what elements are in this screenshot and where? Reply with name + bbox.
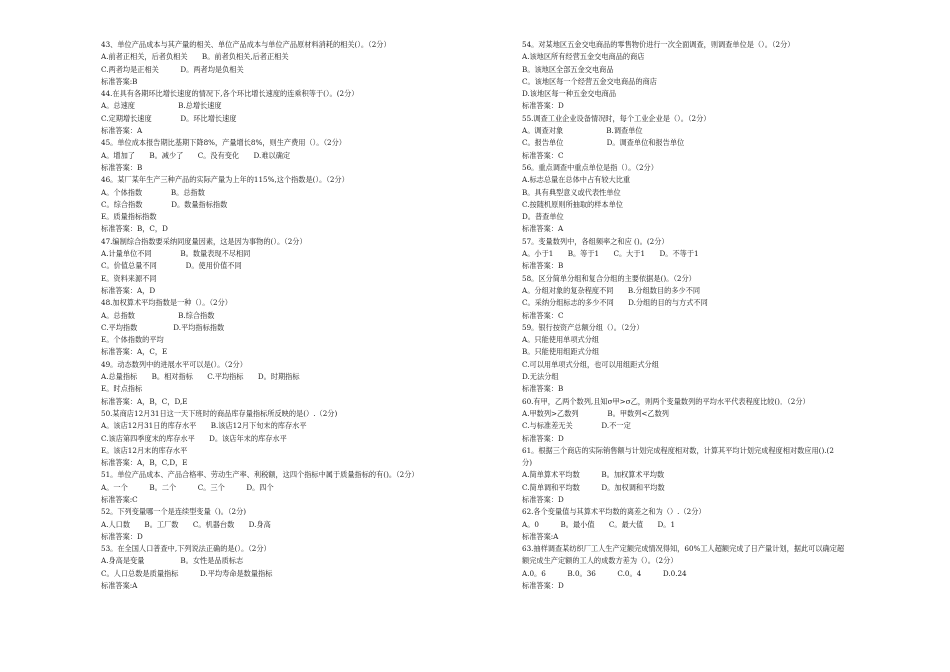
right-column-line: 标准答案：B [522, 261, 564, 271]
right-column-line: B。该地区全部五金交电商品 [522, 64, 614, 74]
left-column-line: 标准答案：A，D [101, 285, 156, 295]
right-column-line: C.简单调和平均数 D。加权调和平均数 [522, 482, 665, 492]
right-column-line: 57。变量数列中，各组频率之和应 ()。(2分） [522, 236, 669, 246]
left-column-line: 标准答案:A [101, 581, 138, 591]
right-column-line: A。0 B。最小值 C。最大值 D。1 [522, 519, 676, 529]
left-column-line: C.平均指数 D.平均指标指数 [101, 322, 225, 332]
left-column-line: 45。单位成本报告期比基期下降8%，产量增长8%，则生产费用（）。（2分） [101, 138, 346, 148]
right-column-line: A.0。6 B.0。36 C.0。4 D.0.24 [522, 568, 687, 578]
right-column-line: A.该地区所有经营五金交电商品的商店 [522, 52, 645, 62]
left-column [101, 39, 501, 592]
right-column-line: 分) [522, 458, 532, 468]
left-column-line: C.定期增长速度 D。环比增长速度 [101, 113, 237, 123]
left-column-line: 标准答案：A，B，C，D,E [101, 396, 188, 406]
right-column-line: D。普查单位 [522, 212, 564, 222]
right-column-line: C。采纳分组标志的多少不同 D.分组的目的与方式不同 [522, 298, 708, 308]
left-column-line: 49。动态数列中的进展水平可以是(）。（2分） [101, 359, 247, 369]
left-column-line: A。增加了 B。减少了 C。没有变化 D.难以确定 [101, 150, 291, 160]
left-column-line: 标准答案：D [101, 531, 143, 541]
right-column-line: 54。对某地区五金交电商品的零售物价进行一次全面调查，则调查单位是（）。（2分） [522, 40, 795, 49]
left-column-line: C。综合指数 D。数量指标指数 [101, 199, 228, 209]
left-column-line: 标准答案：B [101, 162, 143, 172]
right-column-line: 额完成生产定额的工人的成数方差为（）。（2分） [522, 556, 678, 566]
right-column-line: 58。区分简单分组和复合分组的主要依据是()。（2分） [522, 273, 696, 283]
right-column-line: 标准答案：A [522, 224, 564, 234]
left-column-line: A。个体指数 B。总指数 [101, 187, 205, 197]
left-column-line: 53。在全国人口普查中,下列说法正确的是(）。（2分） [101, 544, 271, 554]
right-column [522, 39, 852, 592]
left-column-line: 47.编制综合指数要采纳同度量因素，这是因为事物的(）。（2分） [101, 236, 307, 246]
right-column-line: 62.各个变量值与其算术平均数的离差之和为（）.（2分） [522, 507, 706, 517]
right-column-line: A。调查对象 B.调查单位 [522, 126, 643, 136]
left-column-line: 标准答案：B，C，D [101, 224, 168, 234]
left-column-line: C。人口总数是质量指标 D.平均寿命是数量指标 [101, 568, 273, 578]
right-column-line: B。只能使用组距式分组 [522, 347, 600, 357]
left-column-line: 46。某厂某年生产三种产品的实际产量为上年的115%,这个指数是(）。（2分） [101, 175, 349, 185]
left-column-line: A.计量单位不同 B。数量表现不尽相同 [101, 249, 251, 259]
right-column-line: 标准答案：D [522, 101, 564, 111]
right-column-line: 标准答案：B [522, 384, 564, 394]
right-column-line: C.与标准差无关 D.不一定 [522, 421, 631, 431]
right-column-line: 标准答案：D [522, 433, 564, 443]
right-column-line: 60.有甲，乙两个数列,且知σ甲>σ乙，则两个变量数列的平均水平代表程度比较()．（2分） [522, 396, 810, 406]
left-column-line: E。时点指标 [101, 384, 143, 394]
right-column-line: 标准答案：D [522, 494, 564, 504]
left-column-line: 52。下列变量哪一个是连续型变量（)。（2分) [101, 507, 247, 517]
right-column-line: 55.调查工业企业设备情况时，每个工业企业是（）。（2分） [522, 113, 711, 123]
left-column-line: 48.加权算术平均指数是一种（）。（2分） [101, 298, 232, 308]
right-column-line: C.可以用单项式分组，也可以用组距式分组 [522, 359, 659, 369]
left-column-line: A。总指数 B.综合指数 [101, 310, 215, 320]
left-column-line: 标准答案：A，C，E [101, 347, 168, 357]
right-column-line: A.甲数列>乙数列 B。甲数列<乙数列 [522, 408, 669, 418]
right-column-line: A。小于1 B。等于1 C。大于1 D。不等于1 [522, 249, 699, 259]
right-column-line: 59。银行按资产总额分组（）。（2分） [522, 322, 644, 332]
right-column-line: 标准答案：C [522, 150, 564, 160]
left-column-line: 标准答案：A，B，C,D，E [101, 458, 188, 468]
right-column-line: 标准答案：D [522, 581, 564, 591]
right-column-line: A.简单算术平均数 B。加权算术平均数 [522, 470, 665, 480]
left-column-line: E。资料来源不同 [101, 273, 157, 283]
right-column-line: C。报告单位 D。调查单位和报告单位 [522, 138, 685, 148]
right-column-line: 标准答案:A [522, 531, 559, 541]
right-column-line: D.该地区每一种五金交电商品 [522, 89, 617, 99]
left-column-line: A.人口数 B。工厂数 C。机器台数 D.身高 [101, 519, 271, 529]
left-column-line: 50.某商店12月31日这一天下班时的商品库存量指标所反映的是(）.（2分) [101, 408, 338, 418]
left-column-line: 44.在具有各期环比增长速度的情况下,各个环比增长速度的连乘积等于(）。(2分） [101, 89, 359, 99]
left-column-line: A。总速度 B.总增长速度 [101, 101, 222, 111]
right-column-line: D.无法分组 [522, 372, 559, 382]
left-column-line: A.前者正相关，后者负相关 B。前者负相关,后者正相关 [101, 52, 289, 62]
right-column-line: A。只能使用单项式分组 [522, 335, 600, 345]
left-column-line: 43、单位产品成本与其产量的相关、单位产品成本与单位产品原材料消耗的相关(）。（2分） [101, 40, 391, 49]
left-column-line: 51。单位产品成本、产品合格率、劳动生产率、利税额，这四个指标中属于质量指标的有()。（2分） [101, 470, 419, 480]
left-column-line: A.总量指标 B。相对指标 C.平均指标 D。时期指标 [101, 372, 300, 382]
left-column-line: C。价值总量不同 D。使用价值不同 [101, 261, 242, 271]
right-column-line: 61。根据三个商店的实际销售额与计划完成程度相对数，计算其平均计划完成程度相对数应用().(2 [522, 445, 834, 455]
left-column-line: A。该店12月31日的库存水平 B.该店12月下旬末的库存水平 [101, 421, 307, 431]
right-column-line: 56。重点调查中重点单位是指（）。（2分） [522, 162, 658, 172]
left-column-line: C.两者均是正相关 D。两者均是负相关 [101, 64, 244, 74]
left-column-line: C.该店第四季度末的库存水平 D。该店年末的库存水平 [101, 433, 287, 443]
right-column-line: C.按随机原则所抽取的样本单位 [522, 199, 623, 209]
right-column-line: 标准答案：C [522, 310, 564, 320]
left-column-line: A。一个 B。二个 C。三个 D。四个 [101, 482, 274, 492]
left-column-line: 标准答案:C [101, 494, 138, 504]
left-column-line: A.身高是变量 B。女性是品质标志 [101, 556, 244, 566]
right-column-line: C。该地区每一个经营五金交电商品的商店 [522, 76, 657, 86]
left-column-line: E。个体指数的平均 [101, 335, 164, 345]
right-column-line: A。分组对象的复杂程度不同 B.分组数目的多少不同 [522, 285, 701, 295]
left-column-line: E。该店12月末的库存水平 [101, 445, 188, 455]
right-column-line: A.标志总量在总体中占有较大比重 [522, 175, 631, 185]
left-column-line: 标准答案：A [101, 126, 143, 136]
right-column-line: B。具有典型意义或代表性单位 [522, 187, 621, 197]
left-column-line: 标准答案:B [101, 76, 138, 86]
left-column-line: E。质量指标指数 [101, 212, 157, 222]
right-column-line: 63.抽样调查某纺织厂工人生产定额完成情况得知，60%工人超额完成了日产量计划，据此可以确定超 [522, 544, 845, 554]
